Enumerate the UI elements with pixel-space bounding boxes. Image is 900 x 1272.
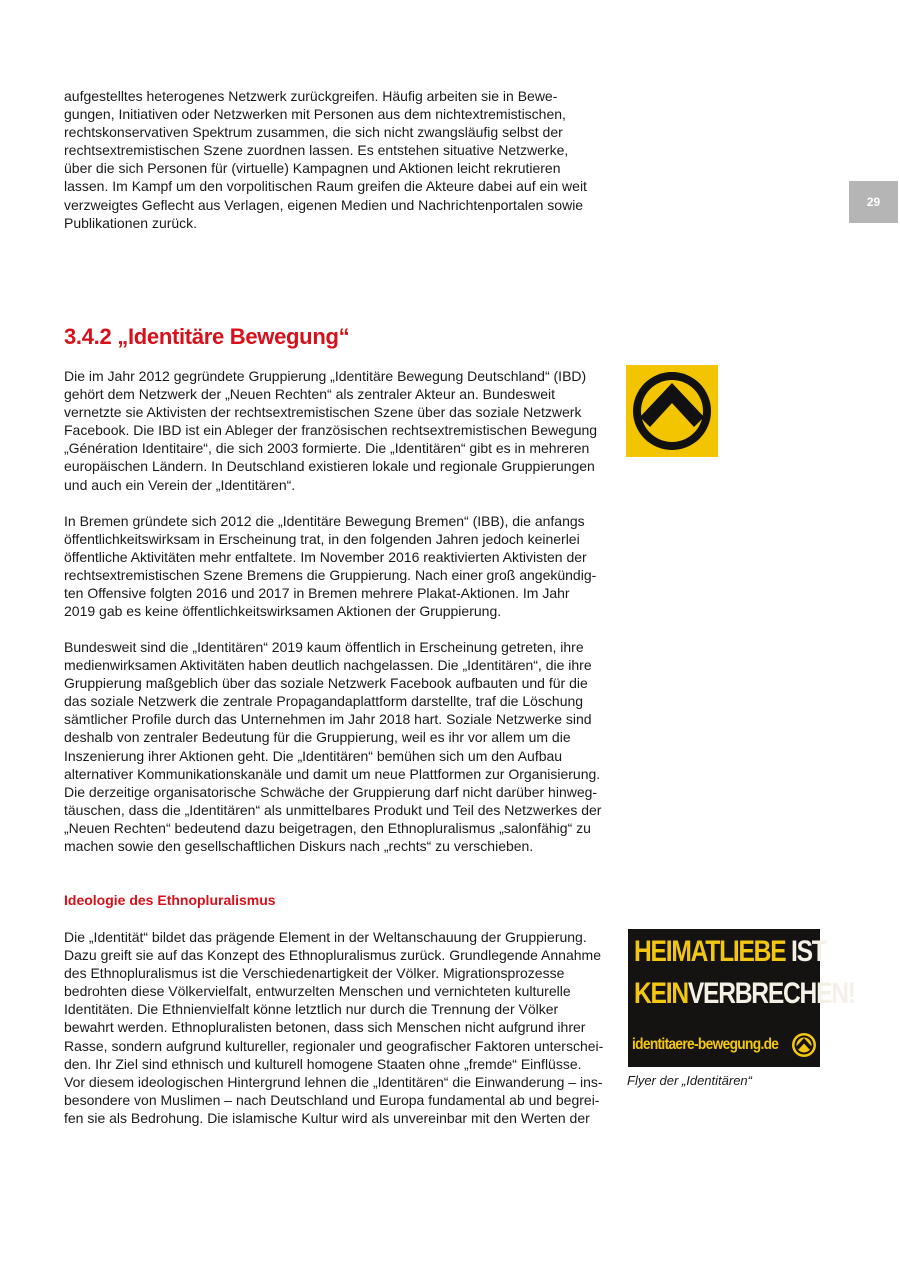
text-line: das soziale Netzwerk die zentrale Propagandaplattform darstellte, traf die Löschung <box>64 693 584 710</box>
text-line: Rasse, sondern aufgrund kultureller, regionaler und geografischer Faktoren unterschei- <box>64 1037 604 1054</box>
text-line: In Bremen gründete sich 2012 die „Identitäre Bewegung Bremen“ (IBB), die anfangs <box>64 513 585 529</box>
text-line: deshalb von zentraler Bedeutung für die Gruppierung, weil es ihr vor allem um die <box>64 729 571 746</box>
flyer-text: VERBRECHEN! <box>687 977 855 1010</box>
text-line: Inszenierung ihrer Aktionen geht. Die „Identitären“ bemühen sich um den Aufbau <box>64 747 563 764</box>
text-line: öffentliche Aktivitäten mehr entfaltete. Im November 2016 reaktivierten Aktivisten der <box>64 549 587 566</box>
lambda-icon <box>791 1032 817 1058</box>
paragraph-ethnopluralismus <box>64 928 609 1127</box>
text-line: sämtlicher Profile durch das Unternehmen im Jahr 2018 hart. Soziale Netzwerke sind <box>64 711 592 728</box>
flyer-caption: Flyer der „Identitären“ <box>627 1073 752 1088</box>
page-number: 29 <box>866 195 881 209</box>
paragraph-ibb <box>64 512 609 621</box>
text-line: „Génération Identitaire“, die sich 2003 formierte. Die „Identitären“ gibt es in mehreren <box>64 440 590 457</box>
text-line: und auch ein Verein der „Identitären“. <box>64 476 296 493</box>
flyer-text: HEIMATLIEBE <box>634 935 786 968</box>
text-line: machen sowie den gesellschaftlichen Diskurs nach „rechts“ zu verschieben. <box>64 838 534 855</box>
text-line: europäischen Ländern. In Deutschland existieren lokale und regionale Gruppierungen <box>64 458 595 475</box>
text-line: ten Offensive folgten 2016 und 2017 in Bremen mehrere Plakat-Aktionen. Im Jahr <box>64 585 570 602</box>
text-line: rechtsextremistischen Szene Bremens die Gruppierung. Nach einer groß angekündig- <box>64 567 597 584</box>
text-line: medienwirksamen Aktivitäten haben deutlich nachgelassen. Die „Identitären“, die ihre <box>64 657 592 674</box>
flyer-text: KEIN <box>634 977 688 1010</box>
flyer-line-2 <box>634 977 855 1011</box>
text-line: Identitäten. Die Ethnienvielfalt könne letztlich nur durch die Trennung der Völker <box>64 1001 559 1018</box>
text-line: gehört dem Netzwerk der „Neuen Rechten“ als zentraler Akteur an. Bundesweit <box>64 386 556 403</box>
text-line: vernetzte sie Aktivisten der rechtsextremistischen Szene über das soziale Netzwerk <box>64 404 582 421</box>
text-line: bewahrt werden. Ethnopluralisten betonen, dass sich Menschen nicht aufgrund ihrer <box>64 1019 586 1036</box>
flyer-text: IST <box>785 935 826 968</box>
intro-paragraph <box>64 87 609 232</box>
section-heading: 3.4.2 „Identitäre Bewegung“ <box>64 324 350 349</box>
text-line: Die im Jahr 2012 gegründete Gruppierung „Identitäre Bewegung Deutschland“ (IBD) <box>64 368 587 384</box>
text-line: rechtsextremistischen Szene zuordnen lassen. Es entstehen situative Netzwerke, <box>64 142 569 159</box>
text-line: besondere von Muslimen – nach Deutschland und Europa fundamental ab und begrei- <box>64 1091 600 1108</box>
text-line: öffentlichkeitswirksam in Erscheinung trat, in den folgenden Jahren jedoch keinerlei <box>64 531 580 548</box>
text-line: rechtskonservativen Spektrum zusammen, die sich nicht zwangsläufig selbst der <box>64 124 563 141</box>
paragraph-bundesweit <box>64 638 609 855</box>
flyer-line-1 <box>634 935 826 969</box>
page-number-tab <box>849 181 898 223</box>
text-line: den. Ihr Ziel sind ethnisch und kulturell homogene Staaten ohne „fremde“ Einflüsse. <box>64 1055 582 1072</box>
text-line: 2019 gab es keine öffentlichkeitswirksamen Aktionen der Gruppierung. <box>64 603 502 620</box>
text-line: gungen, Initiativen oder Netzwerken mit Personen aus dem nichtextremistischen, <box>64 106 566 123</box>
text-line: Facebook. Die IBD ist ein Ableger der französischen rechtsextremistischen Bewegung <box>64 422 598 439</box>
flyer-url: identitaere-bewegung.de <box>632 1036 779 1053</box>
text-line: über die sich Personen für (virtuelle) Kampagnen und Aktionen leicht rekrutieren <box>64 160 561 177</box>
text-line: Gruppierung maßgeblich über das soziale Netzwerk Facebook aufbauten und für die <box>64 675 588 692</box>
text-line: Die derzeitige organisatorische Schwäche der Gruppierung darf nicht darüber hinweg- <box>64 783 598 800</box>
text-line: verzweigtes Geflecht aus Verlagen, eigenen Medien und Nachrichtenportalen sowie <box>64 196 584 213</box>
text-line: täuschen, dass die „Identitären“ als unmittelbares Produkt und Teil des Netzwerkes der <box>64 801 602 818</box>
text-line: Bundesweit sind die „Identitären“ 2019 kaum öffentlich in Erscheinung getreten, ihre <box>64 639 584 655</box>
flyer-image <box>628 929 855 1067</box>
subsection-heading: Ideologie des Ethnopluralismus <box>64 892 276 908</box>
text-line: Vor diesem ideologischen Hintergrund lehnen die „Identitären“ die Einwanderung – ins- <box>64 1073 603 1090</box>
text-line: Die „Identität“ bildet das prägende Element in der Weltanschauung der Gruppierung. <box>64 929 587 945</box>
paragraph-ibd <box>64 367 609 494</box>
text-line: lassen. Im Kampf um den vorpolitischen Raum greifen die Akteure dabei auf ein weit <box>64 178 587 195</box>
text-line: bedrohten diese Völkervielfalt, entwurzelten Menschen und vernichteten kulturelle <box>64 983 571 1000</box>
text-line: „Neuen Rechten“ bedeutend dazu beigetragen, den Ethnopluralismus „salonfähig“ zu <box>64 819 591 836</box>
text-line: Publikationen zurück. <box>64 214 198 231</box>
text-line: Dazu greift sie auf das Konzept des Ethnopluralismus zurück. Grundlegende Annahme <box>64 947 601 964</box>
text-line: fen sie als Bedrohung. Die islamische Kultur wird als unvereinbar mit den Werten der <box>64 1109 590 1126</box>
lambda-logo-image <box>626 365 718 457</box>
text-line: aufgestelltes heterogenes Netzwerk zurückgreifen. Häufig arbeiten sie in Bewe- <box>64 88 558 104</box>
text-line: alternativer Kommunikationskanäle und damit um neue Plattformen zur Organisierung. <box>64 765 601 782</box>
text-line: des Ethnopluralismus ist die Verschiedenartigkeit der Völker. Migrationsprozesse <box>64 965 565 982</box>
